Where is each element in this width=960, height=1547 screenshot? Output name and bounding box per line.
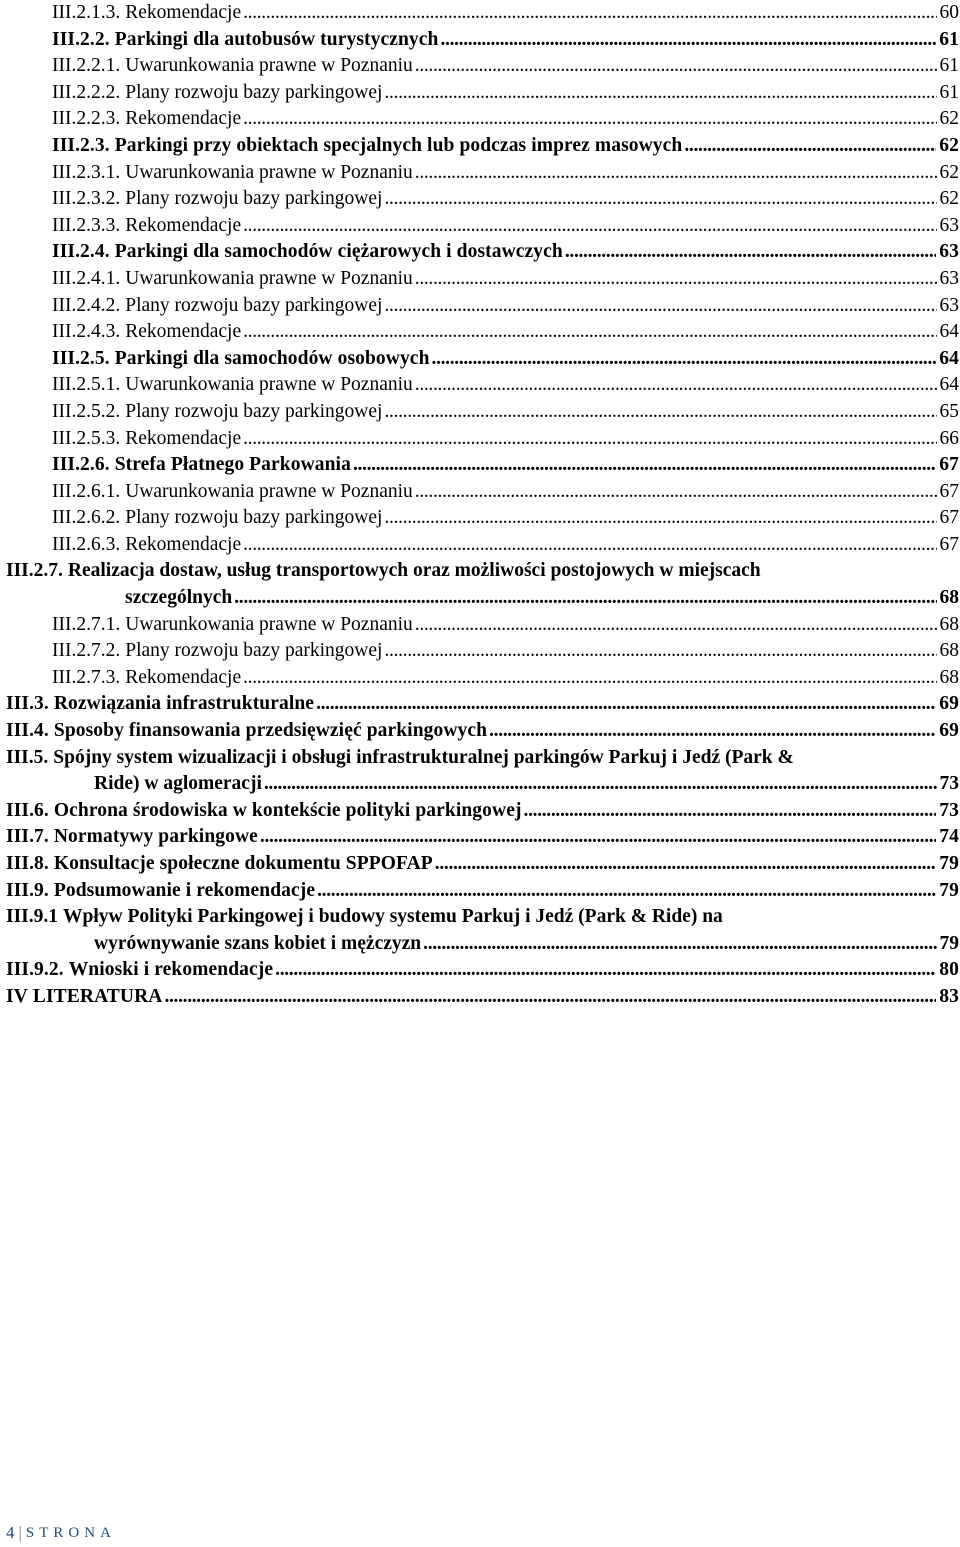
toc-entry-page: 79: [939, 879, 959, 901]
toc-entry-title: Sposoby finansowania przedsięwzięć parkingowych: [53, 720, 488, 742]
toc-entry[interactable]: [6, 399, 959, 426]
toc-entry-page: 60: [939, 2, 959, 23]
toc-entry-page: 63: [939, 214, 959, 236]
toc-entry-title: Plany rozwoju bazy parkingowej: [125, 294, 383, 316]
toc-entry[interactable]: [6, 27, 959, 54]
toc-entry[interactable]: [6, 505, 959, 532]
toc-entry-title: Plany rozwoju bazy parkingowej: [125, 81, 383, 103]
toc-entry-title: Rekomendacje: [125, 533, 242, 555]
toc-entry-number: III.2.6.: [52, 454, 110, 476]
toc-entry-title-continuation: szczególnych: [125, 587, 233, 609]
toc-leader-dots: [384, 399, 936, 426]
toc-entry-number: III.2.2.1.: [52, 55, 121, 77]
toc-leader-dots: [432, 346, 937, 373]
footer-separator: |: [18, 1523, 22, 1542]
toc-leader-dots: [243, 665, 936, 692]
toc-entry[interactable]: [6, 186, 959, 213]
toc-leader-dots: [440, 27, 936, 54]
toc-entry[interactable]: [6, 984, 959, 1011]
toc-entry-page: 69: [939, 693, 959, 715]
toc-entry[interactable]: [6, 532, 959, 559]
toc-entry-title: LITERATURA: [32, 985, 163, 1007]
toc-entry-number: III.2.5.2.: [52, 400, 121, 422]
toc-entry[interactable]: [6, 718, 959, 745]
toc-entry-page: 63: [939, 267, 959, 289]
toc-leader-dots: [316, 691, 936, 718]
toc-leader-dots: [275, 957, 936, 984]
toc-entry-number: III.2.7.: [6, 560, 63, 582]
footer-label: STRONA: [25, 1524, 116, 1541]
toc-entry-number: III.2.3.: [52, 134, 110, 156]
toc-entry-title: Uwarunkowania prawne w Poznaniu: [125, 55, 413, 77]
toc-entry-number: III.4.: [6, 720, 49, 742]
toc-leader-dots: [384, 293, 936, 320]
toc-entry[interactable]: [6, 878, 959, 905]
toc-entry-page: 79: [939, 932, 959, 954]
toc-entry-title: Wnioski i rekomendacje: [68, 959, 274, 981]
toc-entry-title: Spójny system wizualizacji i obsługi infrastrukturalnej parkingów Parkuj i Jedź (Park &: [53, 746, 794, 768]
toc-entry-number: III.3.: [6, 693, 49, 715]
toc-leader-dots: [243, 532, 936, 559]
toc-entry[interactable]: [6, 479, 959, 506]
toc-entry[interactable]: [6, 0, 959, 27]
toc-entry-page: 68: [939, 640, 959, 662]
toc-entry-title: Parkingi dla samochodów osobowych: [114, 347, 430, 369]
toc-entry[interactable]: [6, 293, 959, 320]
toc-entry-title: Uwarunkowania prawne w Poznaniu: [125, 161, 413, 183]
toc-leader-dots: [234, 585, 936, 612]
toc-entry-page: 61: [939, 81, 959, 103]
toc-entry-page: 65: [939, 400, 959, 422]
toc-entry-page: 66: [939, 427, 959, 449]
toc-leader-dots: [415, 612, 937, 639]
toc-entry-title: Podsumowanie i rekomendacje: [53, 879, 316, 901]
toc-entry-page: 67: [939, 507, 959, 529]
toc-entry-number: III.5.: [6, 746, 49, 768]
toc-entry-title: Rekomendacje: [125, 2, 242, 23]
toc-entry[interactable]: [6, 558, 959, 611]
toc-leader-dots: [243, 426, 936, 453]
toc-entry[interactable]: [6, 798, 959, 825]
toc-entry-number: III.2.1.3.: [52, 2, 121, 23]
page-footer: [6, 1523, 116, 1543]
toc-leader-dots: [384, 638, 936, 665]
footer-page-number: 4: [6, 1523, 15, 1542]
toc-entry-number: III.7.: [6, 826, 49, 848]
toc-entry-page: 62: [939, 161, 959, 183]
toc-entry[interactable]: [6, 612, 959, 639]
toc-entry-number: III.2.7.1.: [52, 613, 121, 635]
toc-entry-title: Uwarunkowania prawne w Poznaniu: [125, 374, 413, 396]
toc-entry-page: 67: [939, 454, 959, 476]
toc-leader-dots: [489, 718, 936, 745]
toc-entry-title: Parkingi dla autobusów turystycznych: [114, 28, 439, 50]
toc-entry-page: 63: [939, 294, 959, 316]
toc-entry-title: Rekomendacje: [125, 427, 242, 449]
toc-entry[interactable]: [6, 904, 959, 957]
toc-entry[interactable]: [6, 53, 959, 80]
toc-entry-page: 62: [939, 108, 959, 130]
toc-entry-page: 67: [939, 480, 959, 502]
toc-entry[interactable]: [6, 452, 959, 479]
toc-leader-dots: [353, 452, 936, 479]
toc-entry-title: Wpływ Polityki Parkingowej i budowy systemu Parkuj i Jedź (Park & Ride) na: [63, 906, 723, 928]
toc-leader-dots: [415, 53, 937, 80]
toc-entry-title: Plany rozwoju bazy parkingowej: [125, 400, 383, 422]
toc-entry-title: Konsultacje społeczne dokumentu SPPOFAP: [53, 853, 433, 874]
toc-entry-page: 61: [939, 55, 959, 77]
toc-entry-title: Uwarunkowania prawne w Poznaniu: [125, 267, 413, 289]
toc-entry-title: Plany rozwoju bazy parkingowej: [125, 188, 383, 210]
toc-leader-dots: [415, 266, 937, 293]
toc-entry-title: Rozwiązania infrastrukturalne: [53, 693, 315, 715]
toc-entry-number: III.2.2.3.: [52, 108, 121, 130]
toc-entry-number: III.2.4.3.: [52, 321, 121, 343]
toc-entry-page: 80: [939, 959, 959, 981]
toc-entry-number: III.9.: [6, 879, 49, 901]
toc-leader-dots: [243, 106, 936, 133]
toc-leader-dots: [565, 239, 936, 266]
toc-entry[interactable]: [6, 824, 959, 851]
toc-leader-dots: [415, 160, 937, 187]
toc-entry-number: III.2.3.2.: [52, 188, 121, 210]
toc-entry[interactable]: [6, 346, 959, 373]
toc-entry-number: III.2.7.3.: [52, 666, 121, 688]
toc-entry-number: III.2.6.1.: [52, 480, 121, 502]
toc-entry[interactable]: [6, 372, 959, 399]
toc-entry-page: 69: [939, 720, 959, 742]
toc-entry-page: 68: [939, 613, 959, 635]
toc-entry-page: 61: [939, 28, 959, 50]
toc-entry-title: Parkingi przy obiektach specjalnych lub podczas imprez masowych: [114, 134, 683, 156]
toc-leader-dots: [164, 984, 936, 1011]
toc-leader-dots: [384, 186, 936, 213]
toc-entry-title: Rekomendacje: [125, 321, 242, 343]
toc-entry[interactable]: [6, 957, 959, 984]
toc-entry-page: 63: [939, 241, 959, 263]
toc-entry[interactable]: [6, 133, 959, 160]
toc-entry-title: Rekomendacje: [125, 214, 242, 236]
toc-leader-dots: [260, 824, 936, 851]
toc-entry-number: III.2.7.2.: [52, 640, 121, 662]
toc-entry[interactable]: [6, 239, 959, 266]
toc-entry-page: 83: [939, 985, 959, 1007]
toc-entry-title: Normatywy parkingowe: [53, 826, 258, 848]
toc-entry[interactable]: [6, 745, 959, 798]
toc-entry-number: III.6.: [6, 799, 49, 821]
toc-entry-number: III.2.2.: [52, 28, 110, 50]
toc-entry-number: III.2.6.3.: [52, 533, 121, 555]
toc-entry[interactable]: [6, 851, 959, 878]
toc-entry-number: III.2.4.2.: [52, 294, 121, 316]
toc-entry-number: III.2.3.1.: [52, 161, 121, 183]
toc-leader-dots: [264, 771, 937, 798]
toc-entry-page: 68: [939, 587, 959, 609]
toc-entry[interactable]: [6, 665, 959, 692]
toc-leader-dots: [684, 133, 936, 160]
toc-entry[interactable]: [6, 426, 959, 453]
toc-leader-dots: [243, 213, 936, 240]
toc-entry[interactable]: [6, 691, 959, 718]
toc-entry-title: Uwarunkowania prawne w Poznaniu: [125, 613, 413, 635]
toc-entry[interactable]: [6, 638, 959, 665]
toc-entry-title-continuation: wyrównywanie szans kobiet i mężczyzn: [94, 932, 422, 954]
toc-entry[interactable]: [6, 106, 959, 133]
toc-entry-page: 64: [939, 321, 959, 343]
toc-entry-title: Parkingi dla samochodów ciężarowych i dostawczych: [114, 241, 563, 263]
toc-entry-page: 79: [939, 853, 959, 874]
toc-entry[interactable]: [6, 266, 959, 293]
toc-entry-number: IV: [6, 985, 28, 1007]
toc-entry-number: III.2.6.2.: [52, 507, 121, 529]
toc-entry-page: 74: [939, 826, 959, 848]
toc-entry-number: III.2.5.1.: [52, 374, 121, 396]
toc-entry-number: III.8.: [6, 853, 49, 874]
toc-entry-title: Strefa Płatnego Parkowania: [114, 454, 351, 476]
toc-entry[interactable]: [6, 80, 959, 107]
toc-leader-dots: [524, 798, 937, 825]
toc-entry-page: 67: [939, 533, 959, 555]
toc-entry-number: III.2.4.1.: [52, 267, 121, 289]
toc-leader-dots: [423, 931, 936, 958]
toc-entry-title: Plany rozwoju bazy parkingowej: [125, 640, 383, 662]
toc-entry-title: Ochrona środowiska w kontekście polityki parkingowej: [53, 799, 522, 821]
table-of-contents: [6, 0, 959, 1011]
toc-entry-number: III.9.1: [6, 906, 59, 928]
toc-leader-dots: [243, 0, 936, 27]
toc-leader-dots: [384, 80, 936, 107]
toc-entry[interactable]: [6, 213, 959, 240]
toc-entry-page: 62: [939, 134, 959, 156]
toc-entry[interactable]: [6, 160, 959, 187]
toc-entry-number: III.9.2.: [6, 959, 64, 981]
toc-leader-dots: [243, 319, 936, 346]
toc-leader-dots: [415, 479, 937, 506]
toc-entry-number: III.2.3.3.: [52, 214, 121, 236]
toc-entry-number: III.2.2.2.: [52, 81, 121, 103]
toc-entry-number: III.2.5.3.: [52, 427, 121, 449]
toc-entry-page: 73: [939, 799, 959, 821]
toc-leader-dots: [415, 372, 937, 399]
toc-entry-number: III.2.4.: [52, 241, 110, 263]
toc-entry-page: 64: [939, 347, 959, 369]
toc-entry-title-continuation: Ride) w aglomeracji: [94, 773, 262, 795]
toc-entry-page: 73: [939, 773, 959, 795]
toc-entry[interactable]: [6, 319, 959, 346]
toc-entry-title: Uwarunkowania prawne w Poznaniu: [125, 480, 413, 502]
toc-entry-title: Realizacja dostaw, usług transportowych oraz możliwości postojowych w miejscach: [67, 560, 761, 582]
toc-leader-dots: [435, 851, 937, 878]
toc-entry-page: 64: [939, 374, 959, 396]
toc-entry-title: Rekomendacje: [125, 108, 242, 130]
toc-entry-title: Plany rozwoju bazy parkingowej: [125, 507, 383, 529]
toc-entry-page: 68: [939, 666, 959, 688]
toc-entry-page: 62: [939, 188, 959, 210]
toc-leader-dots: [384, 505, 936, 532]
toc-entry-title: Rekomendacje: [125, 666, 242, 688]
toc-leader-dots: [317, 878, 936, 905]
toc-entry-number: III.2.5.: [52, 347, 110, 369]
